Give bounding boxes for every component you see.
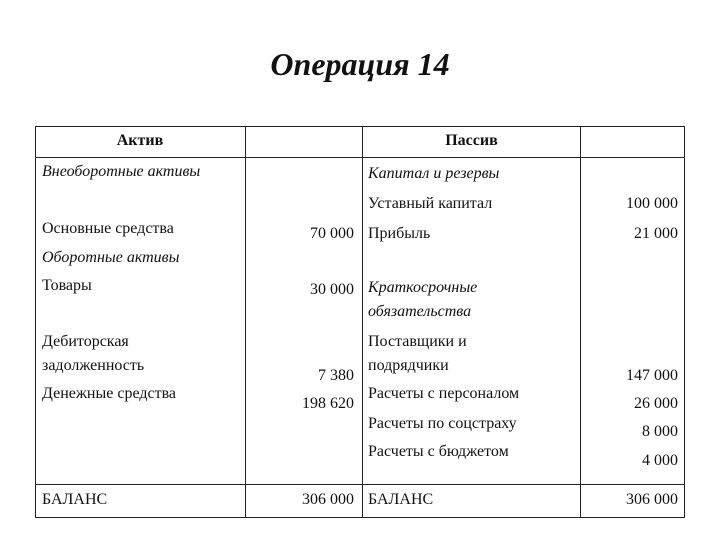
fixed-assets-label: Основные средства <box>42 220 174 237</box>
table-border-left <box>35 126 36 518</box>
col-divider-2 <box>362 126 363 518</box>
staff-settlements-value: 26 000 <box>634 395 678 412</box>
charter-capital-value: 100 000 <box>626 195 678 212</box>
staff-settlements-label: Расчеты с персоналом <box>368 385 520 402</box>
table-border-right <box>684 126 685 518</box>
fixed-assets-value: 70 000 <box>310 225 354 242</box>
header-divider <box>35 157 685 158</box>
page-title: Операция 14 <box>270 46 450 82</box>
asset-total-label: БАЛАНС <box>42 491 108 508</box>
profit-value: 21 000 <box>634 225 678 242</box>
suppliers-value: 147 000 <box>626 367 678 384</box>
goods-value: 30 000 <box>310 281 354 298</box>
liability-total-value: 306 000 <box>626 491 678 508</box>
col-divider-1 <box>245 126 246 518</box>
asset-total-value: 306 000 <box>302 491 354 508</box>
social-settlements-value: 8 000 <box>642 423 678 440</box>
liability-total-label: БАЛАНС <box>368 491 434 508</box>
noncurrent-assets-label: Внеоборотные активы <box>42 163 201 180</box>
balance-table <box>35 126 685 518</box>
goods-label: Товары <box>42 277 92 294</box>
charter-capital-label: Уставный капитал <box>368 195 493 212</box>
table-border-bottom <box>35 517 685 518</box>
receivables-value: 7 380 <box>318 367 354 384</box>
short-term-liabilities-label: Краткосрочные обязательства <box>368 279 478 320</box>
total-divider <box>35 484 685 485</box>
capital-reserves-label: Капитал и резервы <box>368 165 500 182</box>
cash-value: 198 620 <box>302 395 354 412</box>
table-border-top <box>35 126 685 127</box>
budget-settlements-value: 4 000 <box>642 452 678 469</box>
social-settlements-label: Расчеты по соцстраху <box>368 415 517 432</box>
asset-header: Актив <box>116 132 164 149</box>
profit-label: Прибыль <box>368 225 431 242</box>
budget-settlements-label: Расчеты с бюджетом <box>368 443 509 460</box>
liability-header: Пассив <box>445 132 498 149</box>
col-divider-3 <box>580 126 581 518</box>
suppliers-label: Поставщики и подрядчики <box>368 333 467 374</box>
cash-label: Денежные средства <box>42 385 177 402</box>
receivables-label: Дебиторская задолженность <box>42 333 145 374</box>
current-assets-label: Оборотные активы <box>42 249 180 266</box>
